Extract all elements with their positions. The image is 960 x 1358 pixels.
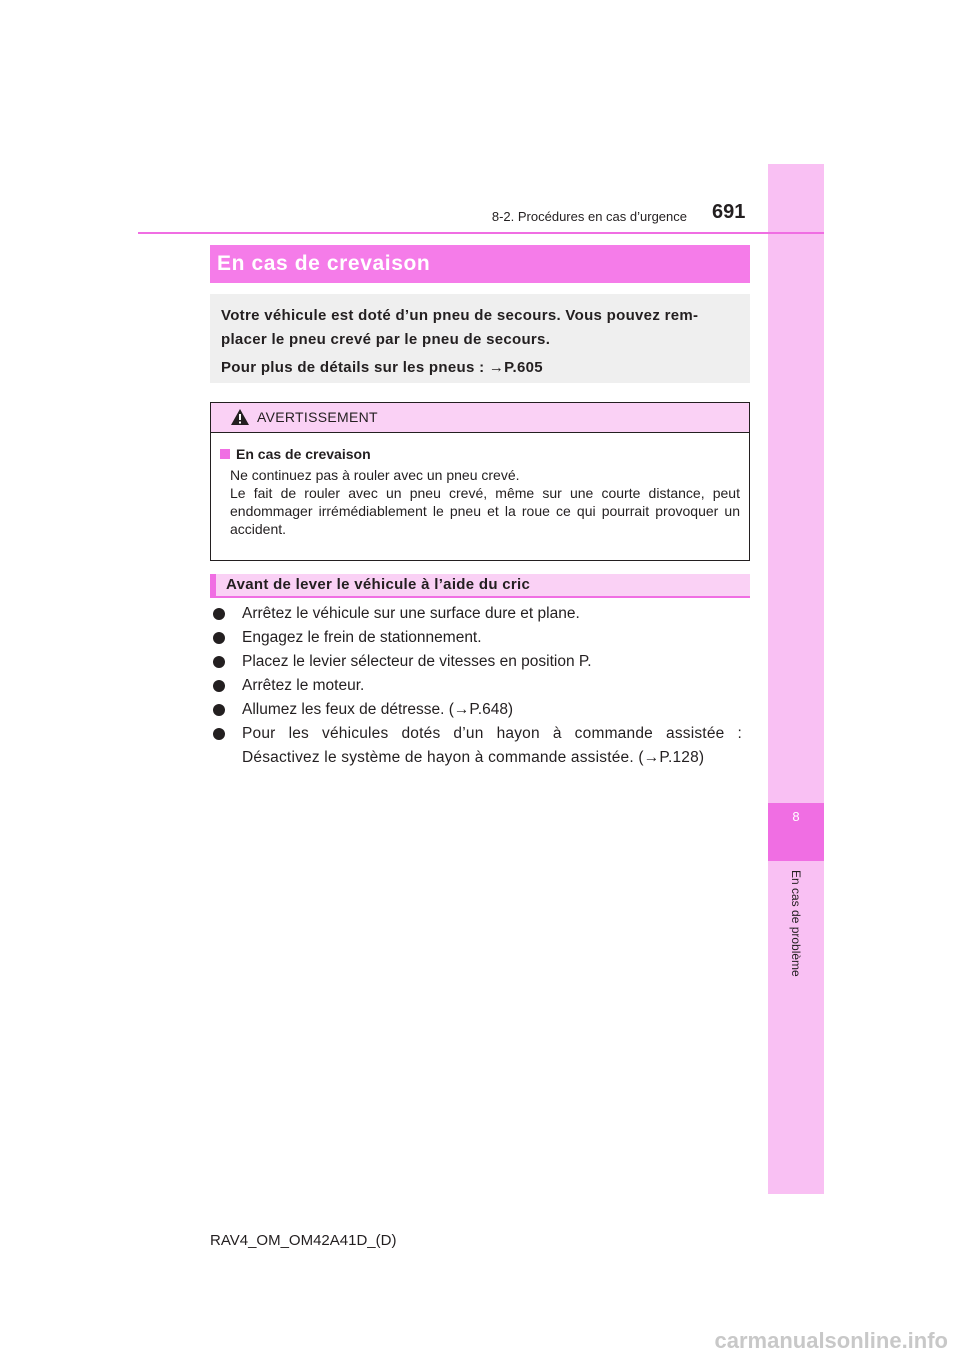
page-title: En cas de crevaison [217, 252, 431, 275]
list-item [212, 698, 742, 722]
chapter-side-tab [768, 164, 824, 1194]
chapter-number: 8 [792, 809, 800, 824]
header-divider [138, 232, 824, 234]
bullet-dot-icon [213, 728, 225, 740]
warning-triangle-icon [230, 408, 250, 426]
steps-list [212, 602, 742, 770]
warning-header [211, 403, 749, 433]
intro-text: Votre véhicule est doté d’un pneu de secours. Vous pouvez rem-placer le pneu crevé par le pneu de secours. [221, 307, 699, 348]
intro-tire-reference: Pour plus de détails sur les pneus : →P.605 [221, 359, 543, 376]
intro-box [210, 294, 750, 383]
list-item-text: Arrêtez le moteur. [242, 677, 365, 694]
list-item-text: Arrêtez le véhicule sur une surface dure et plane. [242, 605, 580, 622]
warning-label: AVERTISSEMENT [257, 409, 378, 425]
chapter-number-tab[interactable] [768, 803, 824, 861]
subheading-bar [210, 574, 750, 598]
bullet-dot-icon [213, 680, 225, 692]
chapter-label-container [770, 870, 822, 1010]
list-item [212, 674, 742, 698]
list-item [212, 722, 742, 770]
warning-line-1: Ne continuez pas à rouler avec un pneu crevé. [230, 467, 520, 483]
bullet-dot-icon [213, 704, 225, 716]
list-item-text: Pour les véhicules dotés d’un hayon à commande assistée : Désactivez le système de hayon à commande assistée. (→P.128) [242, 725, 742, 766]
page-number: 691 [712, 201, 746, 223]
warning-body [211, 433, 749, 538]
warning-box [210, 402, 750, 561]
warning-subtitle: En cas de crevaison [236, 446, 371, 462]
list-item [212, 626, 742, 650]
warning-line-2: Le fait de rouler avec un pneu crevé, même sur une courte distance, peut endommager irrémédiablement le pneu et la roue ce qui pourrait provoquer un accident. [230, 485, 740, 537]
bullet-dot-icon [213, 608, 225, 620]
subheading-accent [210, 574, 216, 598]
square-bullet-icon [220, 449, 230, 459]
list-item [212, 650, 742, 674]
list-item-text: Engagez le frein de stationnement. [242, 629, 482, 646]
list-item [212, 602, 742, 626]
warning-subtitle-row [220, 445, 740, 463]
chapter-label: En cas de problème [789, 870, 803, 977]
watermark: carmanualsonline.info [714, 1328, 948, 1353]
warning-text [220, 466, 740, 538]
page-title-bar [210, 245, 750, 283]
subheading: Avant de lever le véhicule à l’aide du cric [226, 576, 531, 593]
section-header: 8-2. Procédures en cas d’urgence [491, 209, 687, 224]
list-item-text: Allumez les feux de détresse. (→P.648) [242, 701, 514, 718]
bullet-dot-icon [213, 656, 225, 668]
list-item-text: Placez le levier sélecteur de vitesses en position P. [242, 653, 592, 670]
document-footer-code: RAV4_OM_OM42A41D_(D) [210, 1232, 397, 1249]
bullet-dot-icon [213, 632, 225, 644]
